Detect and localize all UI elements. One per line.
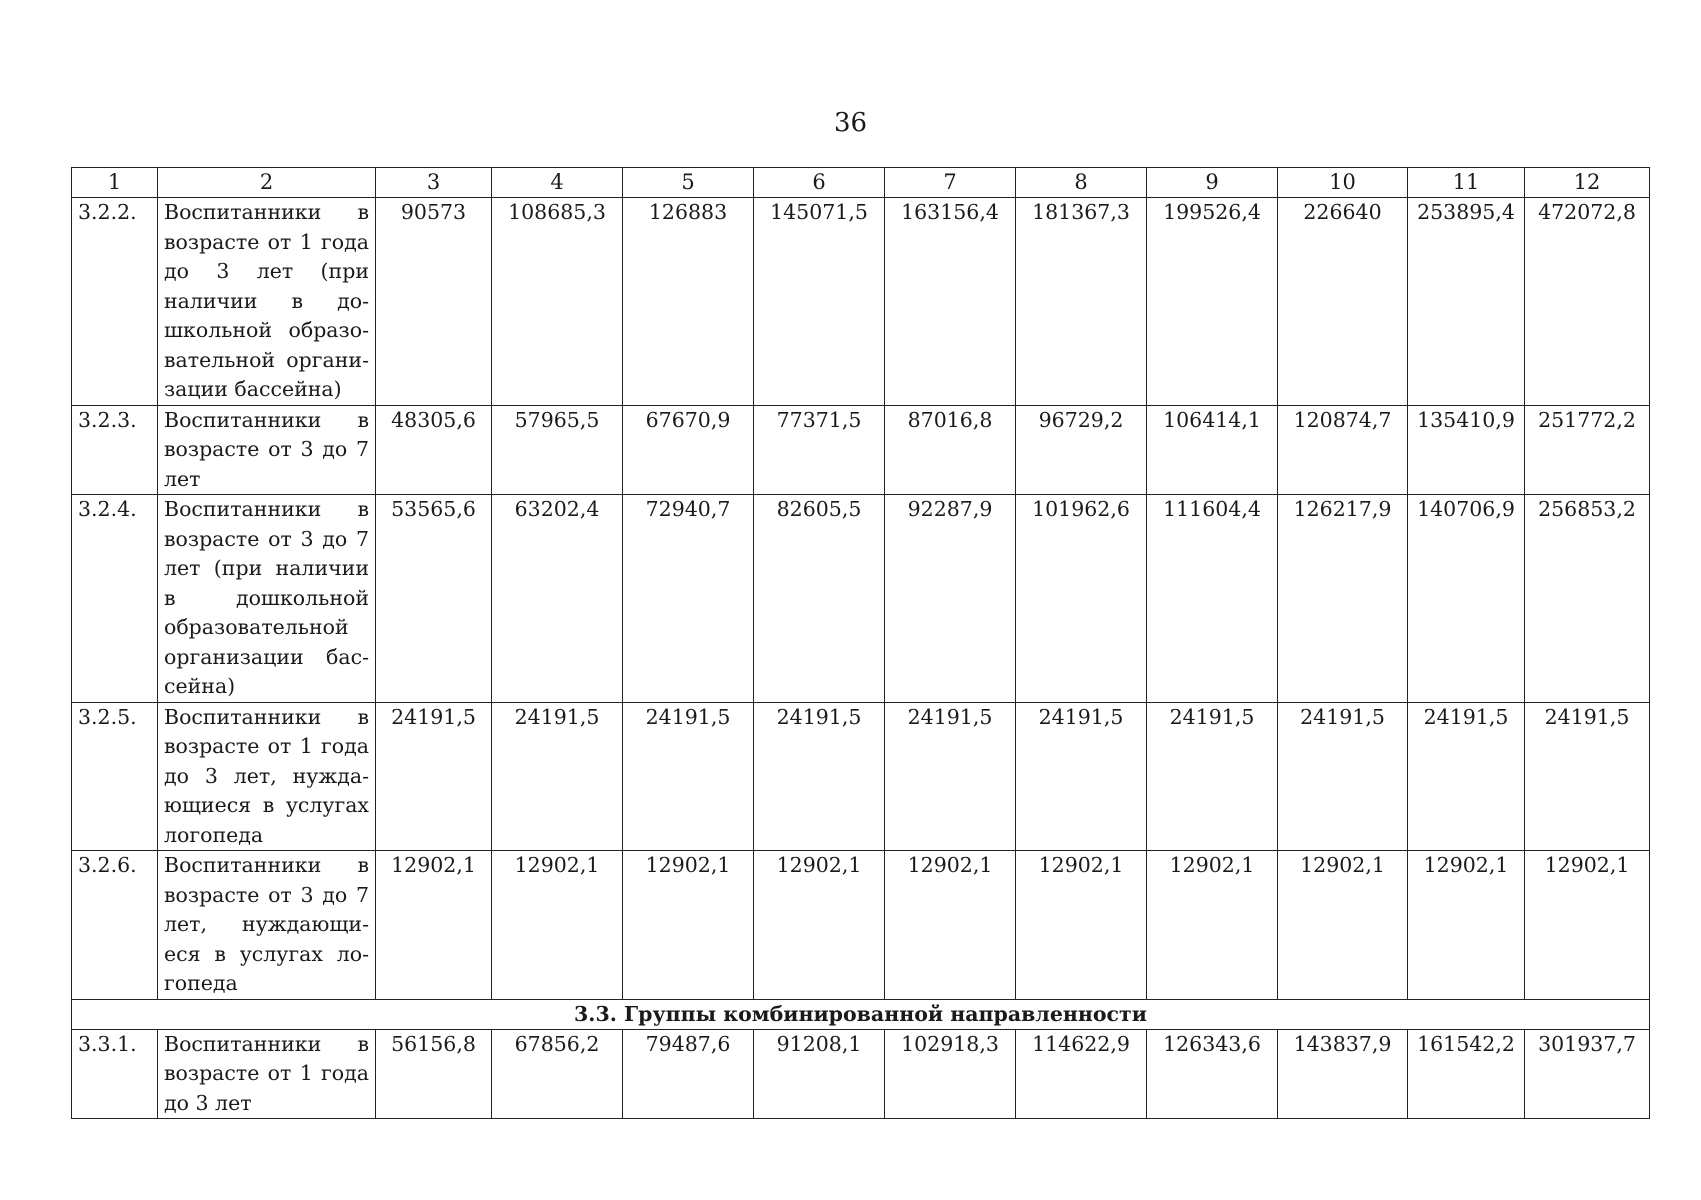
value-cell: 108685,3 [492,198,623,406]
value-cell: 24191,5 [1147,702,1278,851]
column-number: 9 [1147,168,1278,198]
row-code: 3.2.2. [72,198,158,406]
value-cell: 12902,1 [376,851,492,1000]
value-cell: 12902,1 [1408,851,1525,1000]
row-code: 3.2.3. [72,405,158,495]
section-row [72,999,1650,1029]
value-cell: 91208,1 [754,1029,885,1119]
row-code: 3.3.1. [72,1029,158,1119]
table-row [72,198,1650,406]
value-cell: 226640 [1278,198,1408,406]
value-cell: 24191,5 [623,702,754,851]
column-number: 6 [754,168,885,198]
value-cell: 145071,5 [754,198,885,406]
value-cell: 135410,9 [1408,405,1525,495]
value-cell: 12902,1 [1147,851,1278,1000]
column-number: 1 [72,168,158,198]
table-row [72,405,1650,495]
column-number: 2 [158,168,376,198]
value-cell: 67670,9 [623,405,754,495]
value-cell: 181367,3 [1016,198,1147,406]
table-row [72,702,1650,851]
row-description: Воспитанники в возрасте от 1 года до 3 лет (при наличии в дошкольной образовательной организации бассейна) [158,198,376,406]
row-description: Воспитанники в возрасте от 3 до 7 лет (при наличии в дошкольной образовательной организации бассейна) [158,495,376,703]
value-cell: 24191,5 [1278,702,1408,851]
value-cell: 114622,9 [1016,1029,1147,1119]
value-cell: 106414,1 [1147,405,1278,495]
value-cell: 256853,2 [1525,495,1650,703]
value-cell: 143837,9 [1278,1029,1408,1119]
value-cell: 253895,4 [1408,198,1525,406]
value-cell: 24191,5 [492,702,623,851]
column-number: 5 [623,168,754,198]
value-cell: 12902,1 [885,851,1016,1000]
row-code: 3.2.5. [72,702,158,851]
value-cell: 163156,4 [885,198,1016,406]
value-cell: 57965,5 [492,405,623,495]
value-cell: 82605,5 [754,495,885,703]
value-cell: 92287,9 [885,495,1016,703]
value-cell: 126883 [623,198,754,406]
value-cell: 90573 [376,198,492,406]
row-code: 3.2.6. [72,851,158,1000]
value-cell: 24191,5 [1408,702,1525,851]
column-number: 11 [1408,168,1525,198]
value-cell: 12902,1 [492,851,623,1000]
value-cell: 126343,6 [1147,1029,1278,1119]
column-number: 10 [1278,168,1408,198]
page-number: 36 [833,108,868,138]
row-description: Воспитанники в возрасте от 3 до 7 лет, нуждающиеся в услугах логопеда [158,851,376,1000]
value-cell: 67856,2 [492,1029,623,1119]
tariff-table [71,167,1650,1119]
value-cell: 12902,1 [1525,851,1650,1000]
value-cell: 12902,1 [754,851,885,1000]
value-cell: 72940,7 [623,495,754,703]
column-number-row [72,168,1650,198]
value-cell: 120874,7 [1278,405,1408,495]
column-number: 7 [885,168,1016,198]
value-cell: 96729,2 [1016,405,1147,495]
value-cell: 161542,2 [1408,1029,1525,1119]
value-cell: 12902,1 [1016,851,1147,1000]
value-cell: 472072,8 [1525,198,1650,406]
value-cell: 251772,2 [1525,405,1650,495]
value-cell: 24191,5 [1525,702,1650,851]
value-cell: 63202,4 [492,495,623,703]
row-description: Воспитанники в возрасте от 1 года до 3 лет [158,1029,376,1119]
section-heading: 3.3. Группы комбинированной направленности [72,999,1650,1029]
column-number: 12 [1525,168,1650,198]
value-cell: 48305,6 [376,405,492,495]
value-cell: 12902,1 [1278,851,1408,1000]
value-cell: 77371,5 [754,405,885,495]
row-description: Воспитанники в возрасте от 1 года до 3 лет, нуждающиеся в услугах логопеда [158,702,376,851]
value-cell: 24191,5 [376,702,492,851]
table-row [72,1029,1650,1119]
value-cell: 102918,3 [885,1029,1016,1119]
row-description: Воспитанники в возрасте от 3 до 7 лет [158,405,376,495]
value-cell: 126217,9 [1278,495,1408,703]
table-row [72,851,1650,1000]
value-cell: 24191,5 [754,702,885,851]
column-number: 8 [1016,168,1147,198]
value-cell: 53565,6 [376,495,492,703]
value-cell: 12902,1 [623,851,754,1000]
value-cell: 24191,5 [885,702,1016,851]
value-cell: 301937,7 [1525,1029,1650,1119]
value-cell: 101962,6 [1016,495,1147,703]
value-cell: 140706,9 [1408,495,1525,703]
value-cell: 111604,4 [1147,495,1278,703]
value-cell: 87016,8 [885,405,1016,495]
value-cell: 199526,4 [1147,198,1278,406]
value-cell: 56156,8 [376,1029,492,1119]
column-number: 4 [492,168,623,198]
value-cell: 79487,6 [623,1029,754,1119]
table-row [72,495,1650,703]
row-code: 3.2.4. [72,495,158,703]
column-number: 3 [376,168,492,198]
value-cell: 24191,5 [1016,702,1147,851]
